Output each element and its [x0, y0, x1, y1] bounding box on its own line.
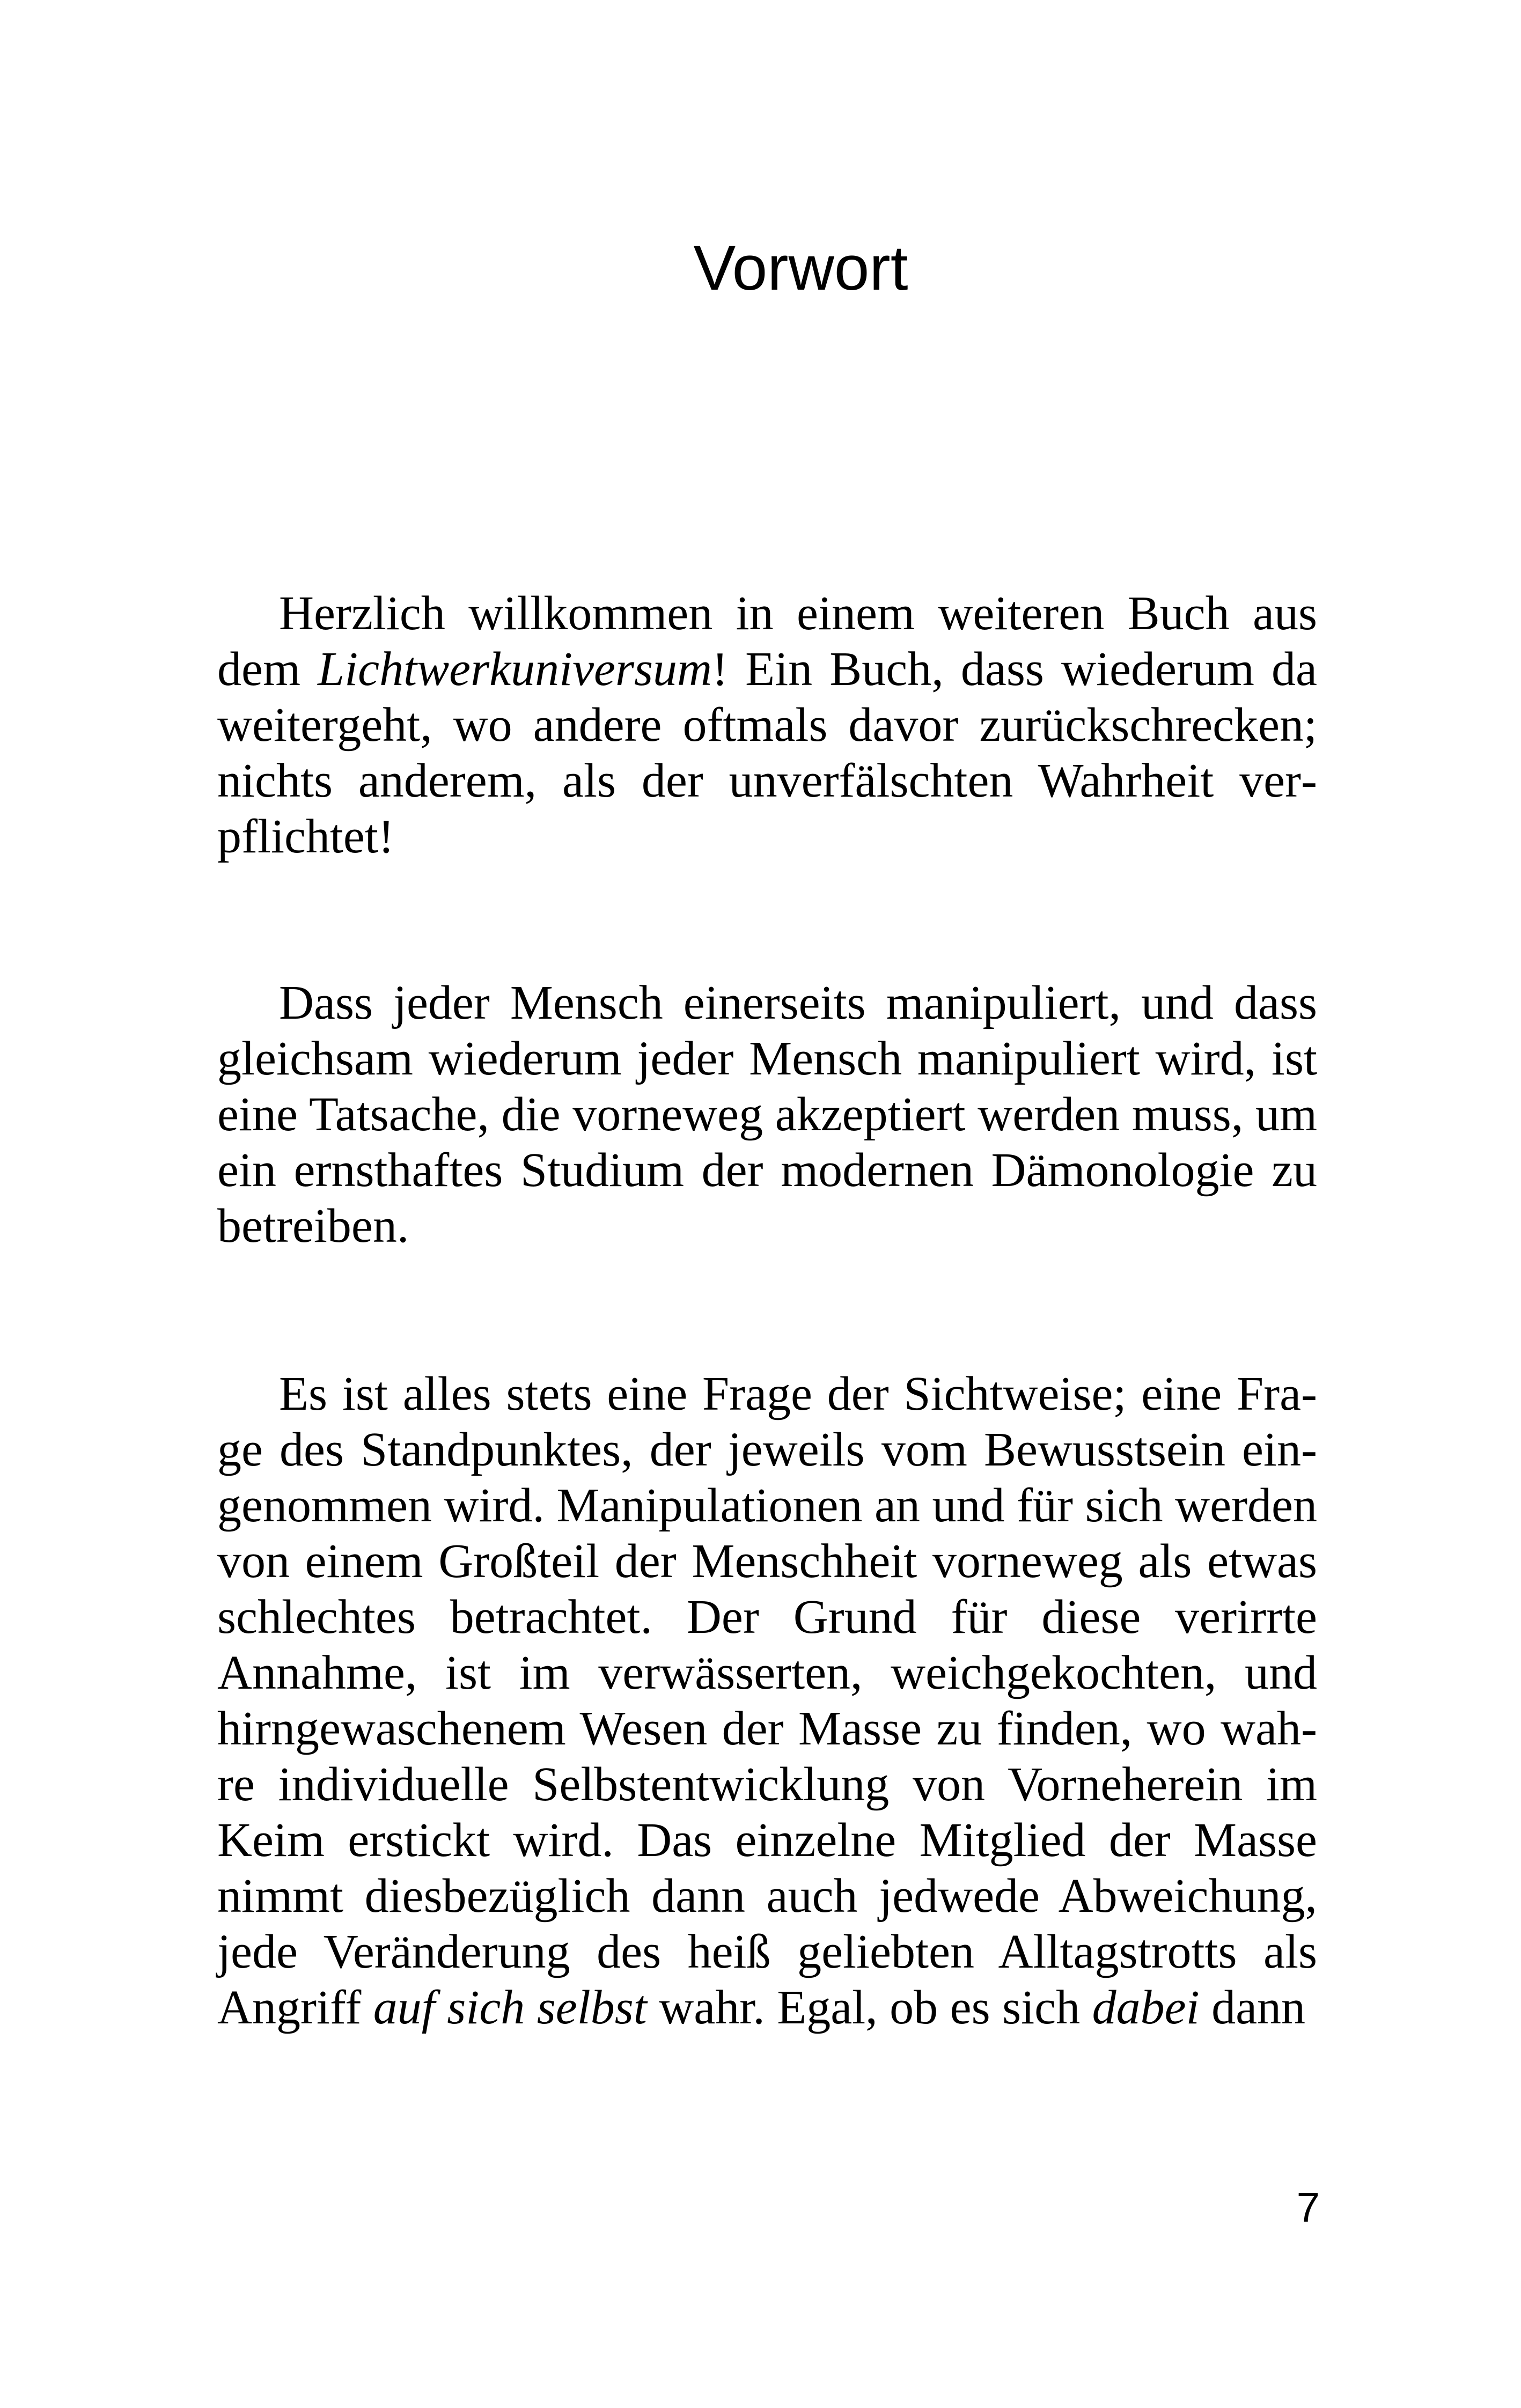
page-number: 7: [1296, 2184, 1320, 2231]
paragraph-welcome: [217, 586, 1317, 865]
chapter-title: Vorwort: [693, 233, 908, 304]
text-segment: Herzlich willkommen in einem weiteren Buch aus dem: [217, 587, 1317, 696]
italic-segment: dabei: [1092, 1981, 1200, 2034]
italic-segment: Lichtwerkuniversum: [318, 643, 712, 696]
paragraph-manipulation: [217, 975, 1317, 1254]
italic-segment: auf sich selbst: [373, 1981, 647, 2034]
text-segment: wahr. Egal, ob es sich: [646, 1981, 1092, 2034]
text-segment: Dass jeder Mensch einerseits manipuliert, und dass gleichsam wiederum jeder Mensch manipuliert wird, ist eine Tatsache, die vorneweg akzeptiert werden muss, um ein ernsthaftes Studium der modernen Dämonologie zu betreiben.: [217, 976, 1317, 1253]
text-segment: dann: [1199, 1981, 1306, 2034]
paragraph-perspective: [217, 1366, 1317, 2036]
text-segment: Es ist alles stets eine Frage der Sichtweise; eine Frage des Standpunktes, der jeweils vom Bewusstsein eingenommen wird. Manipulationen an und für sich werden von einem Großteil der Menschheit vorneweg als etwas schlechtes betrachtet. Der Grund für diese verirrte Annahme, ist im verwässerten, weichgekochten, und hirngewaschenem Wesen der Masse zu finden, wo wahre individuelle Selbstentwicklung von Vorneherein im Keim erstickt wird. Das einzelne Mitglied der Masse nimmt diesbezüglich dann auch jedwede Abweichung, jede Veränderung des heiß geliebten Alltagstrotts als Angriff: [217, 1367, 1317, 2034]
text-segment: ! Ein Buch, dass wiederum da weitergeht, wo andere oftmals davor zurückschrecken; nichts anderem, als der unverfälschten Wahrheit verpflichtet!: [217, 643, 1317, 863]
